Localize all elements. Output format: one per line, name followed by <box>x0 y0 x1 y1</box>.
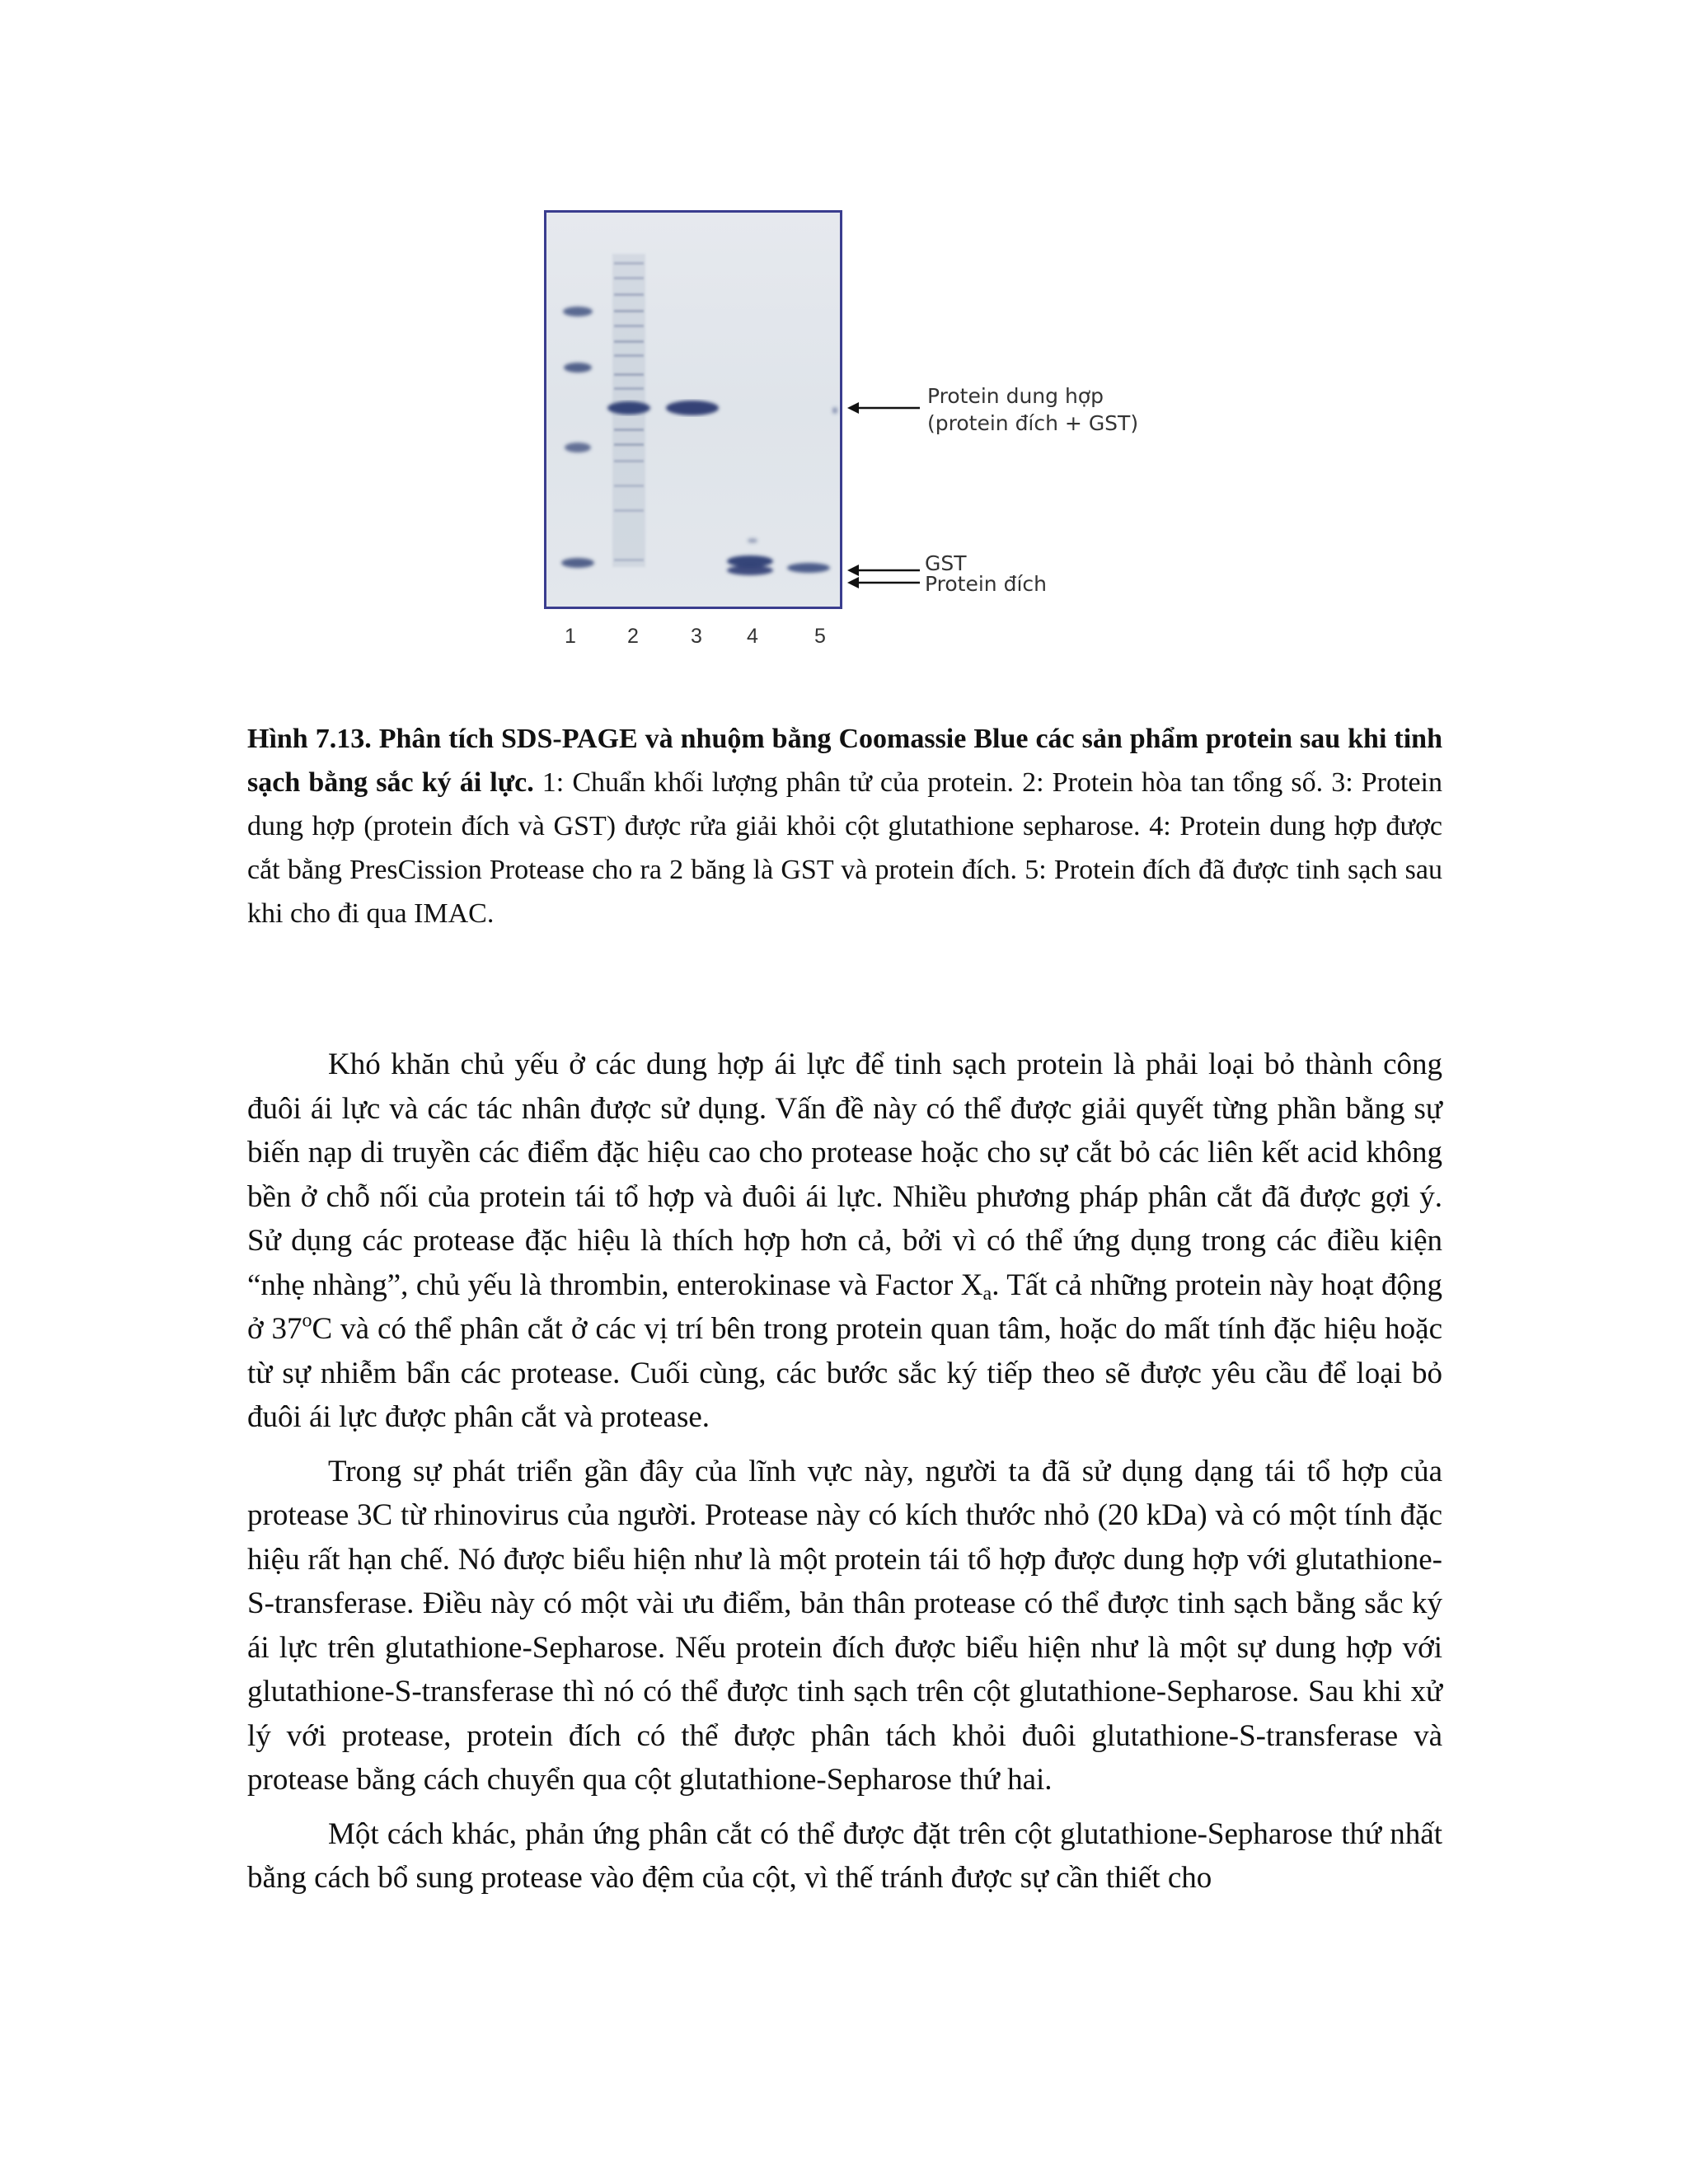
fusion-arrow-icon <box>847 400 921 416</box>
sds-page-figure <box>495 190 1236 684</box>
annotation-gst: GST <box>925 551 967 575</box>
paragraph-1-text-a: Khó khăn chủ yếu ở các dung hợp ái lực để tinh sạch protein là phải loại bỏ thành công đuôi ái lực và các tác nhân được sử dụng. Vấn đề này có thể được giải quyết từng phần bằng sự biến nạp di truyền các điểm đặc hiệu cao cho protease hoặc cho sự cắt bỏ các liên kết acid không bền ở chỗ nối của protein tái tổ hợp và đuôi ái lực. Nhiều phương pháp phân cắt đã được gợi ý. Sử dụng các protease đặc hiệu là thích hợp hơn cả, bởi vì có thể ứng dụng trong các điều kiện “nhẹ nhàng”, chủ yếu là thrombin, enterokinase và Factor X <box>247 1047 1442 1302</box>
target-arrow-icon <box>847 574 921 591</box>
lane-2-fusion-band <box>607 401 650 415</box>
annotation-target-protein: Protein đích <box>925 572 1047 596</box>
gel-bands <box>546 213 840 607</box>
paragraph-1 <box>247 1043 1442 1440</box>
paragraph-1-text-b: . Tất cả những protein này hoạt động ở 37 <box>247 1268 1442 1346</box>
gel-image <box>544 210 842 609</box>
factor-subscript: a <box>982 1282 992 1305</box>
caption-title: Hình 7.13. Phân tích SDS-PAGE và nhuộm bằng Coomassie Blue các sản phẩm protein sau khi tinh sạch bằng sắc ký ái lực. <box>247 724 1442 798</box>
lane-label-3: 3 <box>691 625 702 648</box>
lane-label-2: 2 <box>627 625 639 648</box>
paragraph-1-text-c: C và có thể phân cắt ở các vị trí bên trong protein quan tâm, hoặc do mất tính đặc hiệu hoặc từ sự nhiễm bẩn các protease. Cuối cùng, các bước sắc ký tiếp theo sẽ được yêu cầu để loại bỏ đuôi ái lực được phân cắt và protease. <box>247 1312 1442 1434</box>
lane-label-1: 1 <box>565 625 576 648</box>
lane-label-4: 4 <box>747 625 758 648</box>
lane-4-cleaved-bands <box>727 538 773 575</box>
annotation-fusion-line1: Protein dung hợp <box>927 384 1104 408</box>
body-text <box>247 1043 1442 1910</box>
lane-label-5: 5 <box>814 625 826 648</box>
figure-caption <box>247 717 1442 935</box>
annotation-fusion-line2: (protein đích + GST) <box>927 411 1139 435</box>
degree-superscript: o <box>302 1310 312 1332</box>
caption-text: 1: Chuẩn khối lượng phân tử của protein. 2: Protein hòa tan tổng số. 3: Protein dung hợp (protein đích và GST) được rửa giải khỏi cột glutathione sepharose. 4: Protein dung hợp được cắt bằng PresCission Protease cho ra 2 băng là GST và protein đích. 5: Protein đích đã được tinh sạch sau khi cho đi qua IMAC. <box>247 767 1442 929</box>
paragraph-2: Trong sự phát triển gần đây của lĩnh vực này, người ta đã sử dụng dạng tái tổ hợp của protease 3C từ rhinovirus của người. Protease này có kích thước nhỏ (20 kDa) và có một tính đặc hiệu rất hạn chế. Nó được biểu hiện như là một protein tái tổ hợp được dung hợp với glutathione-S-transferase. Điều này có một vài ưu điểm, bản thân protease có thể được tinh sạch bằng sắc ký ái lực trên glutathione-Sepharose. Nếu protein đích được biểu hiện như là một sự dung hợp với glutathione-S-transferase thì nó có thể được tinh sạch trên cột glutathione-Sepharose. Sau khi xử lý với protease, protein đích có thể được phân tách khỏi đuôi glutathione-S-transferase và protease bằng cách chuyển qua cột glutathione-Sepharose thứ hai. <box>247 1454 1442 1797</box>
lane-5-target-band <box>787 407 837 573</box>
lane-1-marker-bands <box>561 307 594 568</box>
lane-3-fusion-band <box>666 401 719 415</box>
paragraph-3: Một cách khác, phản ứng phân cắt có thể được đặt trên cột glutathione-Sepharose thứ nhất bằng cách bổ sung protease vào đệm của cột, vì thế tránh được sự cần thiết cho <box>247 1816 1442 1895</box>
